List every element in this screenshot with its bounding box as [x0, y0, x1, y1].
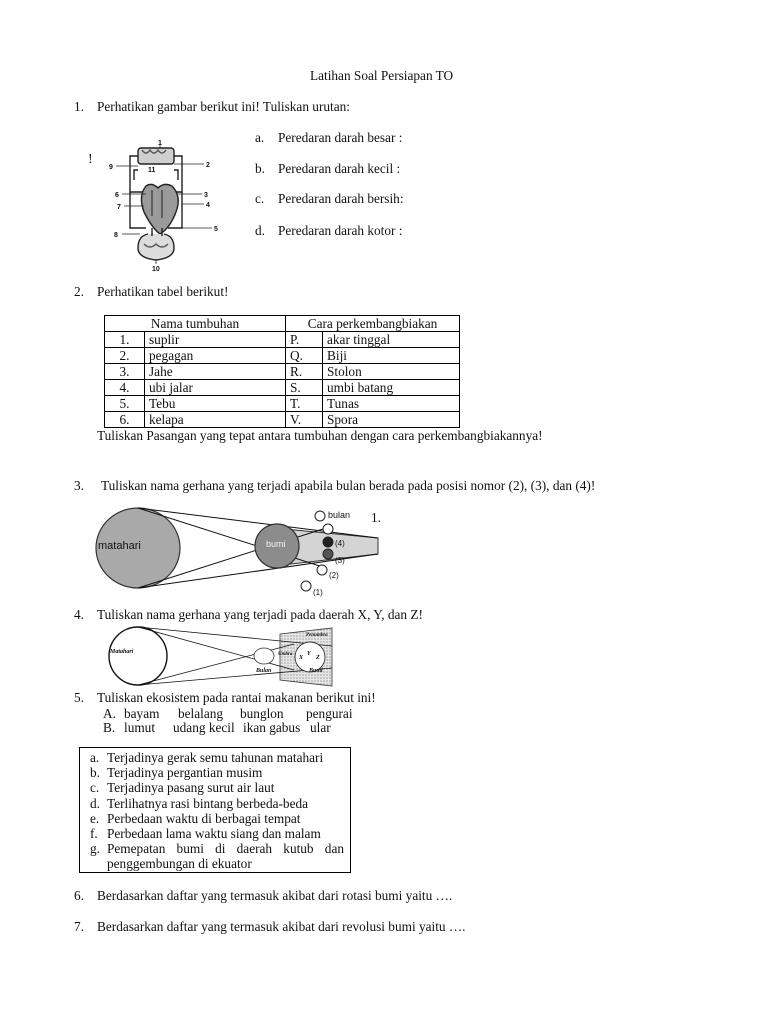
cell: Jahe — [145, 364, 286, 380]
chain-a: A. bayam belalang bunglon pengurai — [103, 706, 353, 721]
q7-number: 7. — [74, 919, 84, 934]
cell: 5. — [105, 396, 145, 412]
cell: T. — [286, 396, 323, 412]
effects-list-box — [79, 747, 351, 873]
region-x-label: X — [299, 655, 304, 661]
q2-text: Perhatikan tabel berikut! — [97, 284, 229, 299]
circulation-diagram — [108, 140, 224, 272]
eclipse-diagram-xyz — [104, 626, 336, 688]
diagram-label-3: 3 — [204, 192, 208, 199]
cell: Tebu — [145, 396, 286, 412]
cell: kelapa — [145, 412, 286, 428]
diagram-label-11: 11 — [148, 167, 156, 174]
moon-label: bulan — [328, 510, 351, 520]
table-row — [105, 396, 460, 412]
q6-text: Berdasarkan daftar yang termasuk akibat dari rotasi bumi yaitu …. — [97, 888, 453, 903]
cell: ubi jalar — [145, 380, 286, 396]
q5-text: Tuliskan ekosistem pada rantai makanan berikut ini! — [97, 690, 376, 705]
moon-label-xyz: Bulan — [256, 668, 272, 674]
cell: Tunas — [323, 396, 460, 412]
cell: V. — [286, 412, 323, 428]
q3-number: 3. — [74, 478, 84, 493]
q6-number: 6. — [74, 888, 84, 903]
table-row — [105, 348, 460, 364]
header-plant: Nama tumbuhan — [105, 316, 286, 332]
earth-label: bumi — [266, 539, 286, 549]
q1-option-d: d. Peredaran darah kotor : — [255, 223, 403, 238]
diagram-label-2: 2 — [206, 162, 210, 169]
diagram-label-10: 10 — [152, 266, 160, 272]
table-row — [105, 364, 460, 380]
q4-text: Tuliskan nama gerhana yang terjadi pada daerah X, Y, dan Z! — [97, 607, 423, 622]
list-item: d. Terlihatnya rasi bintang berbeda-beda — [90, 795, 309, 811]
cell: 6. — [105, 412, 145, 428]
q1-number: 1. — [74, 99, 84, 114]
cell: Q. — [286, 348, 323, 364]
cell: 4. — [105, 380, 145, 396]
diagram-label-7: 7 — [117, 204, 121, 211]
diagram-label-6: 6 — [115, 192, 119, 199]
cell: 2. — [105, 348, 145, 364]
pos-1-label: (1) — [313, 588, 323, 597]
q3-mark: 1. — [371, 510, 381, 525]
q1-option-c: c. Peredaran darah bersih: — [255, 191, 404, 206]
pos-2-label: (2) — [329, 571, 339, 580]
list-item: a. Terjadinya gerak semu tahunan matahari — [90, 750, 324, 765]
list-item: c. Terjadinya pasang surut air laut — [90, 780, 275, 796]
q1-text: Perhatikan gambar berikut ini! Tuliskan urutan: — [97, 99, 350, 114]
list-item: g. Pemepatan bumi di daerah kutub dan penggembungan di ekuator — [90, 841, 344, 872]
page-title: Latihan Soal Persiapan TO — [310, 68, 454, 83]
plant-table — [104, 315, 460, 428]
pos-4-label: (4) — [335, 539, 345, 548]
diagram-label-9: 9 — [109, 164, 113, 171]
chain-b: B. lumut udang kecil ikan gabus ular — [103, 720, 331, 735]
cell: R. — [286, 364, 323, 380]
eclipse-diagram — [94, 500, 384, 604]
q4-number: 4. — [74, 607, 84, 622]
region-z-label: Z — [316, 655, 320, 661]
umbra-label: Umbra — [278, 652, 293, 657]
diagram-label-4: 4 — [206, 202, 210, 209]
table-header-row — [105, 316, 460, 332]
cell: 1. — [105, 332, 145, 348]
list-item: b. Terjadinya pergantian musim — [90, 765, 263, 781]
table-row — [105, 380, 460, 396]
earth-label-xyz: Bumi — [309, 668, 323, 674]
q7-text: Berdasarkan daftar yang termasuk akibat dari revolusi bumi yaitu …. — [97, 919, 466, 934]
cell: suplir — [145, 332, 286, 348]
list-item: f. Perbedaan lama waktu siang dan malam — [90, 826, 321, 842]
cell: umbi batang — [323, 380, 460, 396]
cell: pegagan — [145, 348, 286, 364]
header-method: Cara perkembangbiakan — [286, 316, 460, 332]
q2-instruction: Tuliskan Pasangan yang tepat antara tumbuhan dengan cara perkembangbiakannya! — [97, 428, 543, 443]
table-row — [105, 412, 460, 428]
cell: Spora — [323, 412, 460, 428]
diagram-label-8: 8 — [114, 232, 118, 239]
table-row — [105, 332, 460, 348]
q3-text: Tuliskan nama gerhana yang terjadi apabila bulan berada pada posisi nomor (2), (3), dan (4)! — [101, 478, 596, 493]
penumbra-label: Penumbra — [306, 633, 328, 638]
q1-mark: ! — [88, 152, 93, 167]
cell: 3. — [105, 364, 145, 380]
sun-label: matahari — [98, 540, 141, 552]
sun-label-xyz: Matahari — [110, 649, 134, 655]
cell: Stolon — [323, 364, 460, 380]
q5-number: 5. — [74, 690, 84, 705]
diagram-label-5: 5 — [214, 226, 218, 233]
q1-option-b: b. Peredaran darah kecil : — [255, 161, 401, 176]
pos-3-label: (3) — [335, 556, 345, 565]
list-item: e. Perbedaan waktu di berbagai tempat — [90, 810, 301, 826]
cell: P. — [286, 332, 323, 348]
q1-option-a: a. Peredaran darah besar : — [255, 130, 403, 145]
diagram-label-1: 1 — [158, 140, 162, 147]
cell: S. — [286, 380, 323, 396]
cell: akar tinggal — [323, 332, 460, 348]
region-y-label: Y — [307, 651, 311, 657]
q2-number: 2. — [74, 284, 84, 299]
cell: Biji — [323, 348, 460, 364]
